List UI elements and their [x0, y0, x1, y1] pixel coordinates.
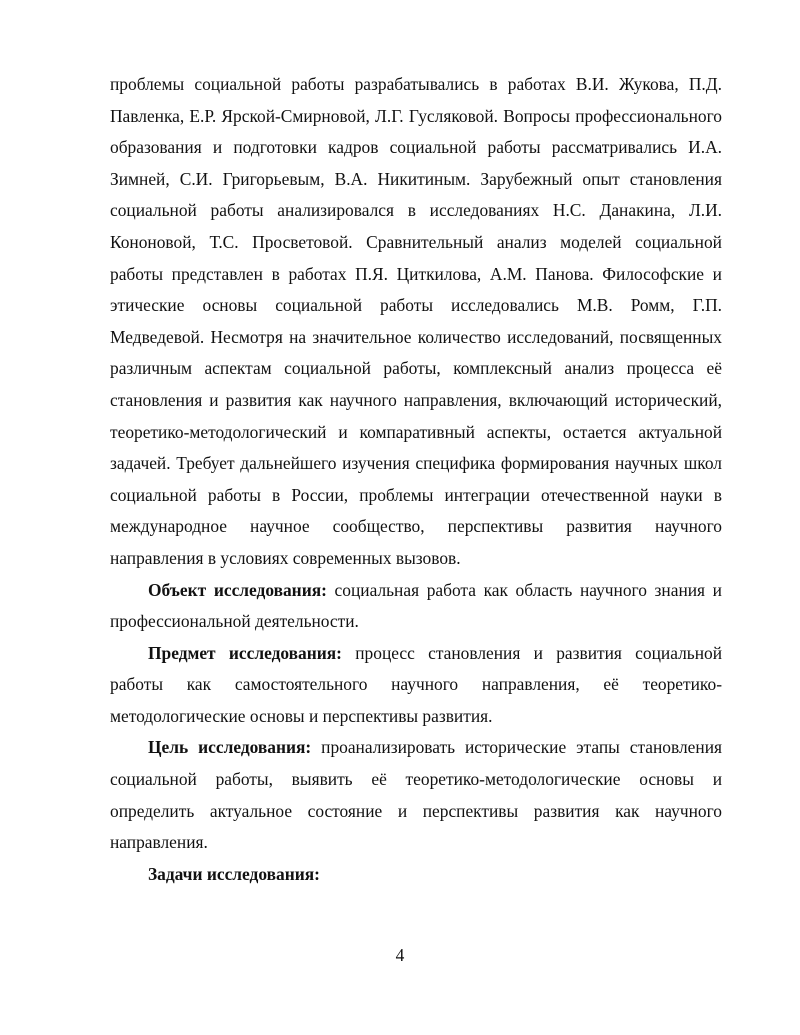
page-number: 4: [395, 945, 405, 965]
research-subject-label: Предмет исследования:: [148, 642, 342, 663]
research-subject-text: процесс становления и развития социальной работы как самостоятельного научного направления, её теоретико-методологические основы и перспективы развития.: [110, 642, 722, 726]
document-body: [110, 69, 722, 890]
intro-paragraph: проблемы социальной работы разрабатывались в работах В.И. Жукова, П.Д. Павленка, Е.Р. Ярской-Смирновой, Л.Г. Гусляковой. Вопросы профессионального образования и подготовки кадров социальной работы рассматривались И.А. Зимней, С.И. Григорьевым, В.А. Никитиным. Зарубежный опыт становления социальной работы анализировался в исследованиях Н.С. Данакина, Л.И. Кононовой, Т.С. Просветовой. Сравнительный анализ моделей социальной работы представлен в работах П.Я. Циткилова, А.М. Панова. Философские и этические основы социальной работы исследовались М.В. Ромм, Г.П. Медведевой. Несмотря на значительное количество исследований, посвященных различным аспектам социальной работы, комплексный анализ процесса её становления и развития как научного направления, включающий исторический, теоретико-методологический и компаративный аспекты, остается актуальной задачей. Требует дальнейшего изучения специфика формирования научных школ социальной работы в России, проблемы интеграции отечественной науки в международное научное сообщество, перспективы развития научного направления в условиях современных вызовов.: [110, 74, 722, 568]
research-goal-label: Цель исследования:: [148, 737, 312, 758]
research-tasks-label: Задачи исследования:: [148, 863, 320, 884]
research-goal-text: проанализировать исторические этапы становления социальной работы, выявить её теоретико-методологические основы и определить актуальное состояние и перспективы развития как научного направления.: [110, 737, 722, 853]
research-object-text: социальная работа как область научного знания и профессиональной деятельности.: [110, 579, 722, 632]
research-object-label: Объект исследования:: [148, 579, 327, 600]
research-subject-paragraph: [110, 638, 722, 733]
research-object-paragraph: [110, 575, 722, 638]
research-tasks-paragraph: [110, 859, 722, 891]
research-goal-paragraph: [110, 732, 722, 858]
